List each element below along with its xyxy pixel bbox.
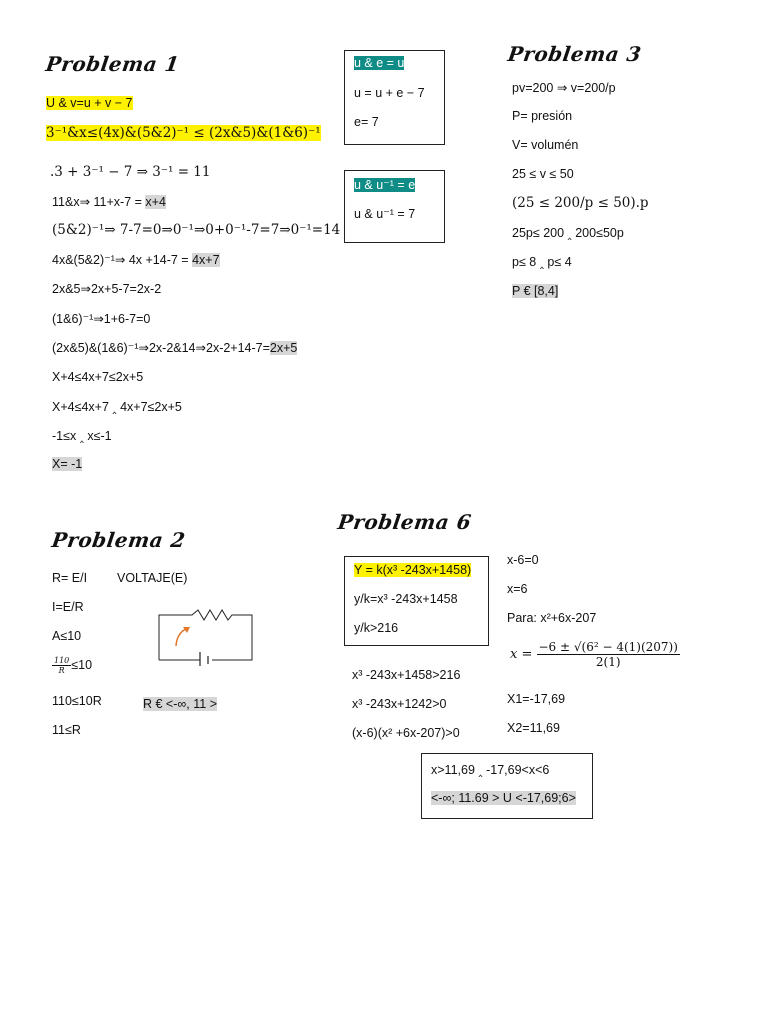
p6-root-line: Para: x²+6x-207 xyxy=(507,611,597,625)
p6-root-line: x-6=0 xyxy=(507,553,539,567)
p1-line: 4x&(5&2)⁻¹⇒ 4x +14-7 = 4x+7 xyxy=(52,253,220,267)
p1-line: (1&6)⁻¹⇒1+6-7=0 xyxy=(52,312,151,326)
p1-line: (2x&5)&(1&6)⁻¹⇒2x-2&14⇒2x-2+14-7=2x+5 xyxy=(52,341,298,355)
p3-line: pv=200 ⇒ v=200/p xyxy=(512,81,616,95)
identity-line: u = u + e − 7 xyxy=(354,86,425,100)
p1-line: 11&x⇒ 11+x-7 = x+4 xyxy=(52,195,166,209)
p2-line: R= E/I xyxy=(52,571,88,585)
identity-heading: u & e = u xyxy=(354,56,405,70)
inverse-box xyxy=(344,170,445,243)
p3-answer: P € [8,4] xyxy=(512,284,559,298)
p2-line: 110≤10R xyxy=(52,694,102,708)
p1-highlight: 2x+5 xyxy=(269,341,298,355)
p6-root-line: X1=-17,69 xyxy=(507,692,566,706)
p2-line: I=E/R xyxy=(52,600,84,614)
p6-final-line: x>11,69 ‸ -17,69<x<6 xyxy=(431,763,550,777)
p1-definition: U & v=u + v − 7 xyxy=(46,96,133,110)
p6-model: Y = k(x³ -243x+1458) xyxy=(354,563,472,577)
p3-line: V= volumén xyxy=(512,138,579,152)
p3-line: p≤ 8 ‸ p≤ 4 xyxy=(512,255,572,269)
p6-line: x³ -243x+1242>0 xyxy=(352,697,447,711)
p3-line: 25 ≤ v ≤ 50 xyxy=(512,167,574,181)
p6-model-box xyxy=(344,556,489,646)
p2-line: A≤10 xyxy=(52,629,82,643)
p2-voltaje-label: VOLTAJE(E) xyxy=(117,571,188,585)
circuit-diagram xyxy=(150,606,260,666)
p3-line: P= presión xyxy=(512,109,573,123)
p1-line: 2x&5⇒2x+5-7=2x-2 xyxy=(52,282,162,296)
p6-line: x³ -243x+1458>216 xyxy=(352,668,461,682)
p6-box-line: y/k=x³ -243x+1458 xyxy=(354,592,458,606)
p6-final-box xyxy=(421,753,593,819)
p6-line: (x-6)(x² +6x-207)>0 xyxy=(352,726,460,740)
identity-box xyxy=(344,50,445,145)
p3-line: (25 ≤ 200/p ≤ 50).p xyxy=(512,195,649,211)
problema-1-title: Problema 1 xyxy=(44,52,181,76)
p1-line: (5&2)⁻¹⇒ 7-7=0⇒0⁻¹⇒0+0⁻¹-7=7⇒0⁻¹=14 xyxy=(52,222,341,238)
p2-fraction: $\frac{110}{R}$ xyxy=(54,656,70,675)
p2-line: 11≤R xyxy=(52,723,81,737)
p6-root-line: x=6 xyxy=(507,582,528,596)
problema-3-title: Problema 3 xyxy=(506,42,643,66)
p1-highlight: 4x+7 xyxy=(192,253,220,267)
quadratic-formula: x = $\frac{\text{−6 ± √(6² − 4(1)(207))}}{2(1)}$ xyxy=(510,640,678,669)
p1-line: -1≤x ‸ x≤-1 xyxy=(52,429,112,443)
p2-fraction-line: $\frac{110}{R}$ ≤10 xyxy=(54,656,93,675)
p1-line: X+4≤4x+7 ‸ 4x+7≤2x+5 xyxy=(52,400,182,414)
p1-line: X+4≤4x+7≤2x+5 xyxy=(52,370,144,384)
problema-2-title: Problema 2 xyxy=(50,528,187,552)
p2-answer: R € <-∞, 11 > xyxy=(143,697,217,711)
inverse-line: u & u⁻¹ = 7 xyxy=(354,207,416,221)
p1-inequality: 3⁻¹&x≤(4x)&(5&2)⁻¹ ≤ (2x&5)&(1&6)⁻¹ xyxy=(46,125,321,141)
p6-box-line: y/k>216 xyxy=(354,621,399,635)
p3-line: 25p≤ 200 ‸ 200≤50p xyxy=(512,226,624,240)
identity-line: e= 7 xyxy=(354,115,379,129)
p1-highlight: x+4 xyxy=(145,195,166,209)
p6-final-answer: <-∞; 11.69 > U <-17,69;6> xyxy=(431,791,576,805)
problema-6-title: Problema 6 xyxy=(336,510,473,534)
inverse-heading: u & u⁻¹ = e xyxy=(354,178,416,192)
p6-root-line: X2=11,69 xyxy=(507,721,560,735)
p1-line: .3 + 3⁻¹ − 7 ⇒ 3⁻¹ = 11 xyxy=(50,164,211,180)
p1-answer: X= -1 xyxy=(52,457,83,471)
